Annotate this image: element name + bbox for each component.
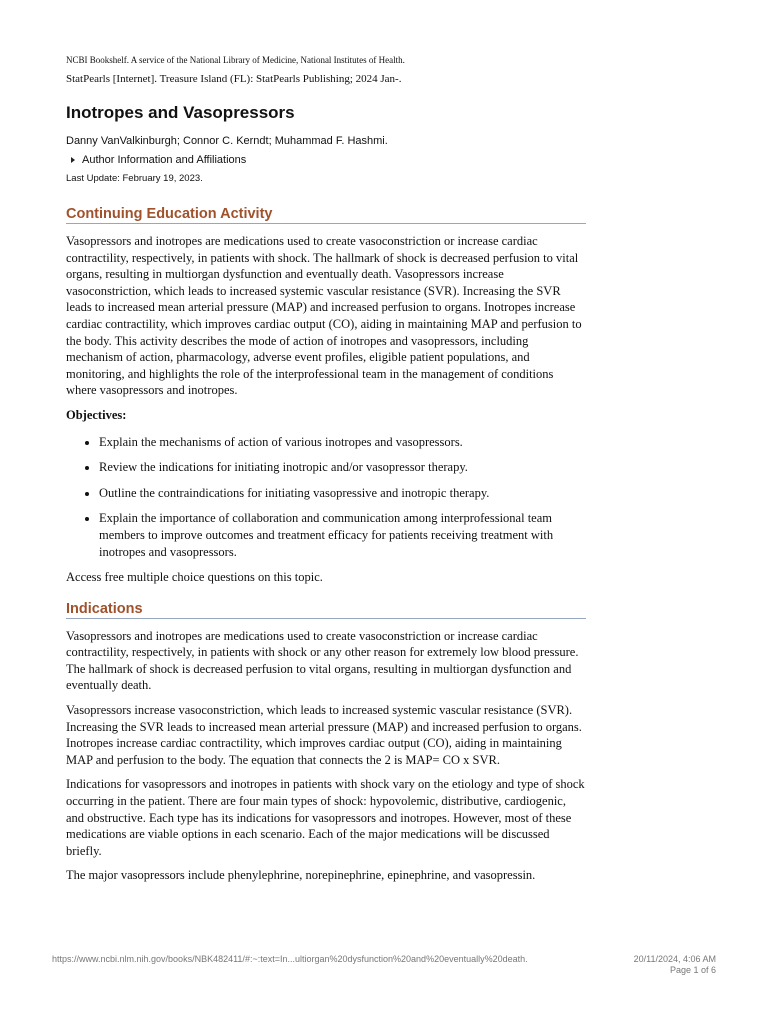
- last-update: Last Update: February 19, 2023.: [66, 173, 203, 184]
- access-questions-link[interactable]: Access free multiple choice questions on this topic.: [66, 570, 323, 585]
- footer-meta: [634, 954, 716, 976]
- footer-page-number: Page 1 of 6: [669, 965, 716, 975]
- authors: Danny VanValkinburgh; Connor C. Kerndt; Muhammad F. Hashmi.: [66, 135, 388, 147]
- section-heading-indications: Indications: [66, 600, 586, 619]
- objectives-list: [66, 434, 586, 561]
- paragraph: Indications for vasopressors and inotropes in patients with shock vary on the etiology and type of shock occurring in the patient. There are four main types of shock: hypovolemic, distributive, cardiogenic, and obstructive. Each type has its indications for vasopressors and inotropes. However, most of these medications are viable options in each scenario. Each of the major medications will be discussed briefly.: [66, 777, 585, 858]
- objectives-label: Objectives:: [66, 407, 127, 422]
- paragraph: Vasopressors and inotropes are medications used to create vasoconstriction or increase cardiac contractility, respectively, in patients with shock. The hallmark of shock is decreased perfusion to vital organs, resulting in multiorgan dysfunction and eventually death. Vasopressors increase vasoconstriction, which leads to increased systemic vascular resistance (SVR). Increasing the SVR leads to increased mean arterial pressure (MAP) and increased perfusion to organs. Inotropes increase cardiac contractility, which improves cardiac output (CO), aiding in maintaining MAP and perfusion to the body. This activity describes the mode of action of inotropes and vasopressors, including mechanism of action, pharmacology, adverse event profiles, eligible patient populations, and monitoring, and highlights the role of the interprofessional team in the management of conditions where vasopressors and inotropes.: [66, 234, 582, 398]
- ncbi-notice: NCBI Bookshelf. A service of the National Library of Medicine, National Institutes of Health.: [66, 55, 405, 65]
- article-page: [66, 54, 586, 892]
- affiliations-label: Author Information and Affiliations: [82, 154, 247, 166]
- list-item: • Explain the mechanisms of action of various inotropes and vasopressors.: [99, 434, 586, 451]
- paragraph: Vasopressors increase vasoconstriction, which leads to increased systemic vascular resistance (SVR). Increasing the SVR leads to increased mean arterial pressure (MAP) and increased perfusion to organs. Inotropes increase cardiac contractility, which improves cardiac output (CO), aiding in maintaining MAP and perfusion to the body. The equation that connects the 2 is MAP= CO x SVR.: [66, 703, 582, 767]
- caret-right-icon: [71, 157, 75, 163]
- footer-datetime: 20/11/2024, 4:06 AM: [633, 954, 716, 964]
- paragraph: The major vasopressors include phenylephrine, norepinephrine, epinephrine, and vasopressin.: [66, 868, 536, 883]
- list-item: • Outline the contraindications for initiating vasopressive and inotropic therapy.: [99, 485, 586, 502]
- affiliations-toggle[interactable]: [66, 153, 586, 167]
- list-item: • Explain the importance of collaboration and communication among interprofessional team members to improve outcomes and treatment efficacy for patients receiving treatment with inotropes and vasopressors.: [99, 510, 586, 560]
- list-item: • Review the indications for initiating inotropic and/or vasopressor therapy.: [99, 459, 586, 476]
- citation: StatPearls [Internet]. Treasure Island (FL): StatPearls Publishing; 2024 Jan-.: [66, 73, 402, 85]
- footer-url: https://www.ncbi.nlm.nih.gov/books/NBK482411/#:~:text=In...ultiorgan%20dysfunction%20and%20eventually%20death.: [52, 954, 528, 964]
- page-title: Inotropes and Vasopressors: [66, 103, 295, 122]
- paragraph: Vasopressors and inotropes are medications used to create vasoconstriction or increase cardiac contractility, respectively, in patients with shock or any other reason for extremely low blood pressure. The hallmark of shock is decreased perfusion to vital organs, resulting in multiorgan dysfunction and eventually death.: [66, 628, 579, 693]
- section-heading-continuing-education: Continuing Education Activity: [66, 205, 586, 224]
